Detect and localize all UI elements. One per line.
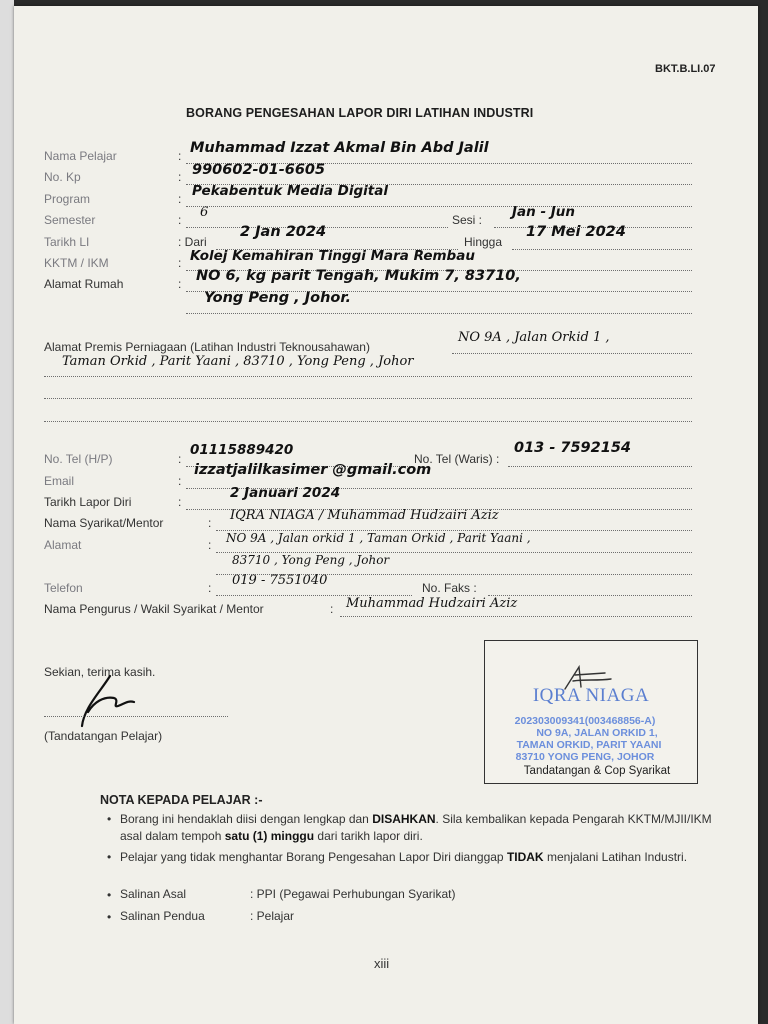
field-line xyxy=(508,466,692,467)
label-alamat-rumah: Alamat Rumah xyxy=(44,277,124,291)
field-line xyxy=(44,421,692,422)
value-no-tel-waris: 013 - 7592154 xyxy=(514,440,632,456)
company-stamp-box xyxy=(484,640,698,784)
value-nama-pengurus: Muhammad Hudzairi Aziz xyxy=(346,596,518,611)
field-line xyxy=(44,398,692,399)
value-semester: 6 xyxy=(200,205,209,220)
bullet: • xyxy=(107,910,112,924)
field-line xyxy=(488,595,692,596)
bullet: • xyxy=(107,812,112,826)
value-dari: 2 Jan 2024 xyxy=(240,224,327,240)
colon: : xyxy=(178,192,182,206)
label-semester: Semester xyxy=(44,213,96,227)
value-nama-pelajar: Muhammad Izzat Akmal Bin Abd Jalil xyxy=(190,140,489,156)
bullet: • xyxy=(107,850,112,864)
field-line xyxy=(186,206,692,207)
nota-salinan-pendua-label: Salinan Pendua xyxy=(120,909,205,923)
label-nama-syarikat: Nama Syarikat/Mentor xyxy=(44,516,164,530)
field-line xyxy=(512,249,692,250)
stamp-company-name: IQRA NIAGA xyxy=(532,685,650,706)
colon: : xyxy=(330,602,334,616)
stamp-line-1: NO 9A, JALAN ORKID 1, xyxy=(536,727,658,739)
field-line xyxy=(44,376,692,377)
value-telefon: 019 - 7551040 xyxy=(232,573,328,588)
student-signature-label: (Tandatangan Pelajar) xyxy=(44,729,163,743)
label-nama-pelajar: Nama Pelajar xyxy=(44,149,117,163)
label-tarikh-li: Tarikh LI xyxy=(44,235,90,249)
label-hingga: Hingga xyxy=(464,235,503,249)
colon: : xyxy=(178,277,182,291)
value-nama-syarikat: IQRA NIAGA / Muhammad Hudzairi Aziz xyxy=(230,508,499,523)
value-alamat-rumah-2: Yong Peng , Johor. xyxy=(204,290,351,306)
stamp-caption: Tandatangan & Cop Syarikat xyxy=(523,765,671,777)
label-no-tel-waris: No. Tel (Waris) : xyxy=(414,452,500,466)
label-telefon: Telefon xyxy=(44,581,83,595)
value-email: izzatjalilkasimer @gmail.com xyxy=(194,462,432,478)
value-alamat-1: NO 9A , Jalan orkid 1 , Taman Orkid , Parit Yaani , xyxy=(226,531,531,545)
label-tarikh-lapor: Tarikh Lapor Diri xyxy=(44,495,132,509)
label-kktm: KKTM / IKM xyxy=(44,256,109,270)
colon: : xyxy=(178,149,182,163)
nota-title: NOTA KEPADA PELAJAR :- xyxy=(100,793,263,807)
value-program: Pekabentuk Media Digital xyxy=(192,183,388,199)
value-alamat-2: 83710 , Yong Peng , Johor xyxy=(232,553,390,567)
stamp-line-2: TAMAN ORKID, PARIT YAANI xyxy=(516,739,662,751)
form-code: BKT.B.LI.07 xyxy=(655,63,716,75)
closing-thanks: Sekian, terima kasih. xyxy=(44,665,156,679)
label-program: Program xyxy=(44,192,91,206)
stamp-line-3: 83710 YONG PENG, JOHOR xyxy=(515,751,655,763)
value-premis-2: Taman Orkid , Parit Yaani , 83710 , Yong Peng , Johor xyxy=(62,354,414,369)
value-alamat-rumah-1: NO 6, kg parit Tengah, Mukim 7, 83710, xyxy=(196,268,521,284)
scan-left-edge xyxy=(0,0,14,1024)
value-kktm: Kolej Kemahiran Tinggi Mara Rembau xyxy=(190,248,475,264)
colon: : xyxy=(208,516,212,530)
value-no-kp: 990602-01-6605 xyxy=(192,162,326,178)
nota-salinan-asal-value: : PPI (Pegawai Perhubungan Syarikat) xyxy=(250,887,456,901)
colon: : xyxy=(178,452,182,466)
value-tarikh-lapor: 2 Januari 2024 xyxy=(230,485,341,501)
colon: : xyxy=(178,474,182,488)
field-line xyxy=(452,353,692,354)
colon: : xyxy=(178,495,182,509)
label-no-tel: No. Tel (H/P) xyxy=(44,452,113,466)
colon: : xyxy=(178,256,182,270)
student-signature xyxy=(70,672,150,732)
bullet: • xyxy=(107,888,112,902)
page-number: xiii xyxy=(374,956,390,971)
field-line xyxy=(186,313,692,314)
form-title: BORANG PENGESAHAN LAPOR DIRI LATIHAN INDUSTRI xyxy=(186,106,534,120)
value-premis-1: NO 9A , Jalan Orkid 1 , xyxy=(458,330,610,345)
nota-item-1: Borang ini hendaklah diisi dengan lengkap dan DISAHKAN. Sila kembalikan kepada Pengarah KKTM/MJII/IKM asal dalam tempoh satu (1) minggu dari tarikh lapor diri. xyxy=(120,812,712,843)
stamp-reg-no: 202303009341(003468856-A) xyxy=(514,715,656,727)
label-alamat: Alamat xyxy=(44,538,82,552)
label-nama-pengurus: Nama Pengurus / Wakil Syarikat / Mentor xyxy=(44,602,264,616)
field-line xyxy=(340,616,692,617)
nota-salinan-asal-label: Salinan Asal xyxy=(120,887,187,901)
value-sesi: Jan - Jun xyxy=(512,204,575,220)
label-email: Email xyxy=(44,474,75,488)
label-dari: : Dari xyxy=(178,235,207,249)
label-alamat-premis: Alamat Premis Perniagaan (Latihan Industri Teknousahawan) xyxy=(44,340,370,354)
nota-salinan-pendua-value: : Pelajar xyxy=(250,909,295,923)
label-no-faks: No. Faks : xyxy=(422,581,477,595)
label-sesi: Sesi : xyxy=(452,213,483,227)
colon: : xyxy=(208,538,212,552)
colon: : xyxy=(208,581,212,595)
nota-item-2: Pelajar yang tidak menghantar Borang Pengesahan Lapor Diri dianggap TIDAK menjalani Latihan Industri. xyxy=(120,850,688,864)
value-no-tel: 01115889420 xyxy=(190,442,294,458)
colon: : xyxy=(178,213,182,227)
signature-line xyxy=(44,716,228,717)
colon: : xyxy=(178,170,182,184)
value-hingga: 17 Mei 2024 xyxy=(526,224,626,240)
label-no-kp: No. Kp xyxy=(44,170,81,184)
